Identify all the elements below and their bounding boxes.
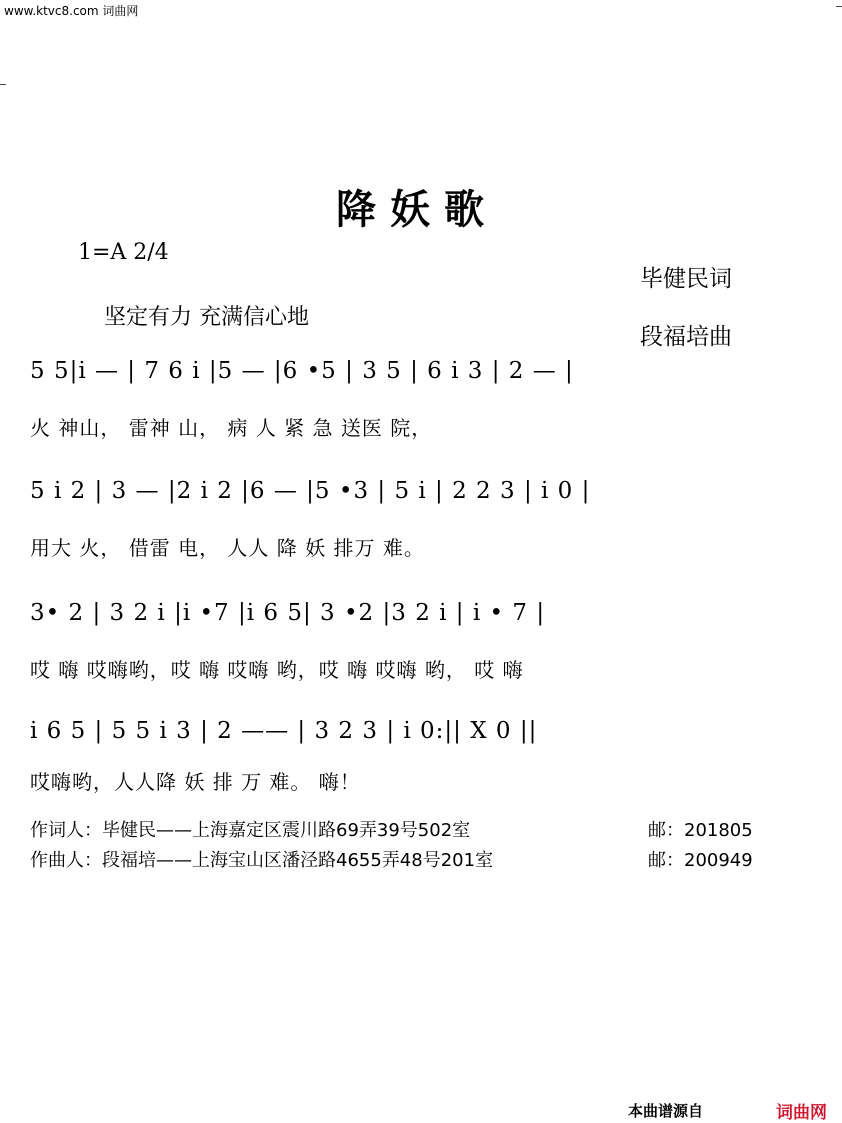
notation-line-2: 5 i 2 | 3 — |2 i 2 |6 — |5 •3 | 5 i | 2 2 3 | i 0 |: [30, 478, 591, 504]
composer-credit: 段福培曲: [640, 324, 732, 350]
site-watermark: www.ktvc8.com 词曲网: [4, 4, 139, 18]
lyricist-credit: 毕健民词: [640, 266, 732, 292]
credit-address: ——上海宝山区潘泾路4655弄48号201室: [156, 850, 494, 871]
site-logo[interactable]: 词曲网: [776, 1103, 827, 1123]
lyrics-line-2: 用大 火， 借雷 电， 人人 降 妖 排万 难。: [30, 536, 425, 560]
credit-role: 作曲人：: [30, 850, 102, 871]
key-time-signature: 1=A 2/4: [78, 240, 169, 265]
source-label: 本曲谱源自: [628, 1102, 704, 1120]
scan-edge-mark: [836, 6, 842, 7]
credit-address: ——上海嘉定区震川路69弄39号502室: [156, 820, 471, 841]
scan-edge-mark: [0, 84, 6, 85]
song-title: 降妖歌: [336, 187, 498, 233]
credit-row-lyricist: [30, 816, 470, 842]
notation-line-4: i 6 5 | 5 5 i 3 | 2 —— | 3 2 3 | i 0:|| X 0 ||: [30, 718, 538, 744]
credit-role: 作词人：: [30, 820, 102, 841]
lyrics-line-1: 火 神山， 雷神 山， 病 人 紧 急 送医 院，: [30, 416, 433, 440]
credit-postcode-lyricist: 邮：201805: [648, 820, 753, 841]
lyrics-line-3: 哎 嗨 哎嗨哟，哎 嗨 哎嗨 哟，哎 嗨 哎嗨 哟， 哎 嗨: [30, 658, 524, 682]
lyrics-line-4: 哎嗨哟，人人降 妖 排 万 难。 嗨！: [30, 770, 361, 794]
credit-name: 段福培: [102, 850, 156, 871]
credit-row-composer: [30, 846, 493, 872]
notation-line-1: 5 5|i — | 7 6 i |5 — |6 •5 | 3 5 | 6 i 3 | 2 — |: [30, 358, 574, 384]
credit-name: 毕健民: [102, 820, 156, 841]
notation-line-3: 3• 2 | 3 2 i |i •7 |i 6 5| 3 •2 |3 2 i | i • 7 |: [30, 600, 546, 626]
credit-postcode-composer: 邮：200949: [648, 850, 753, 871]
tempo-marking: 坚定有力 充满信心地: [104, 305, 309, 330]
